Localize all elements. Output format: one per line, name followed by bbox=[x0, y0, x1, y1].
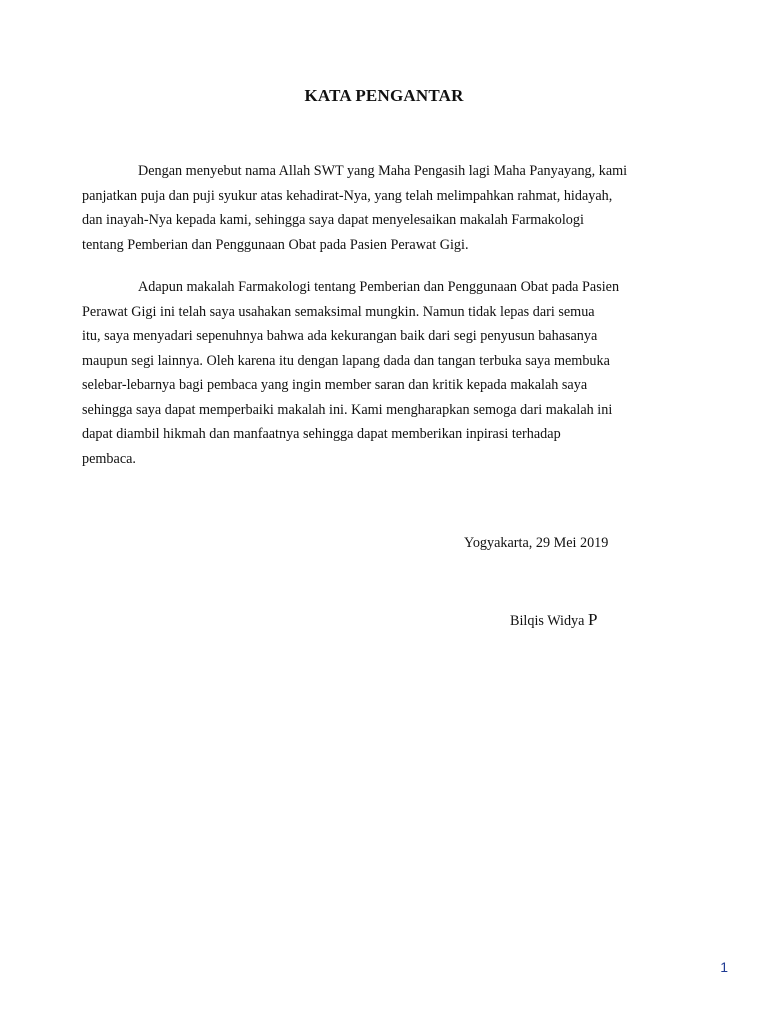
paragraph-line: tentang Pemberian dan Penggunaan Obat pada Pasien Perawat Gigi. bbox=[82, 236, 469, 253]
paragraph-line: dan inayah-Nya kepada kami, sehingga saya dapat menyelesaikan makalah Farmakologi bbox=[82, 212, 584, 228]
paragraph-2 bbox=[82, 275, 692, 471]
paragraph-line: pembaca. bbox=[82, 450, 136, 467]
signature-initial: P bbox=[588, 610, 598, 629]
page-number: 1 bbox=[720, 959, 728, 975]
paragraph-1 bbox=[82, 159, 692, 257]
signature-name: Bilqis Widya bbox=[510, 613, 585, 629]
paragraph-line: selebar-lebarnya bagi pembaca yang ingin member saran dan kritik kepada makalah saya bbox=[82, 377, 588, 393]
paragraph-line: Adapun makalah Farmakologi tentang Pemberian dan Penggunaan Obat pada Pasien bbox=[138, 279, 620, 295]
signature-block bbox=[510, 610, 597, 630]
paragraph-line: maupun segi lainnya. Oleh karena itu dengan lapang dada dan tangan terbuka saya membuka bbox=[82, 352, 610, 369]
page-title: KATA PENGANTAR bbox=[304, 86, 464, 105]
place-date: Yogyakarta, 29 Mei 2019 bbox=[464, 535, 609, 551]
paragraph-line: dapat diambil hikmah dan manfaatnya sehingga dapat memberikan inpirasi terhadap bbox=[82, 426, 561, 442]
paragraph-line: panjatkan puja dan puji syukur atas kehadirat-Nya, yang telah melimpahkan rahmat, hidayah, bbox=[82, 187, 613, 204]
paragraph-line: Dengan menyebut nama Allah SWT yang Maha Pengasih lagi Maha Panyayang, kami bbox=[138, 163, 628, 179]
paragraph-line: itu, saya menyadari sepenuhnya bahwa ada kekurangan baik dari segi penyusun bahasanya bbox=[82, 328, 598, 344]
paragraph-line: Perawat Gigi ini telah saya usahakan semaksimal mungkin. Namun tidak lepas dari semua bbox=[82, 303, 595, 320]
paragraph-line: sehingga saya dapat memperbaiki makalah ini. Kami mengharapkan semoga dari makalah ini bbox=[82, 401, 613, 418]
